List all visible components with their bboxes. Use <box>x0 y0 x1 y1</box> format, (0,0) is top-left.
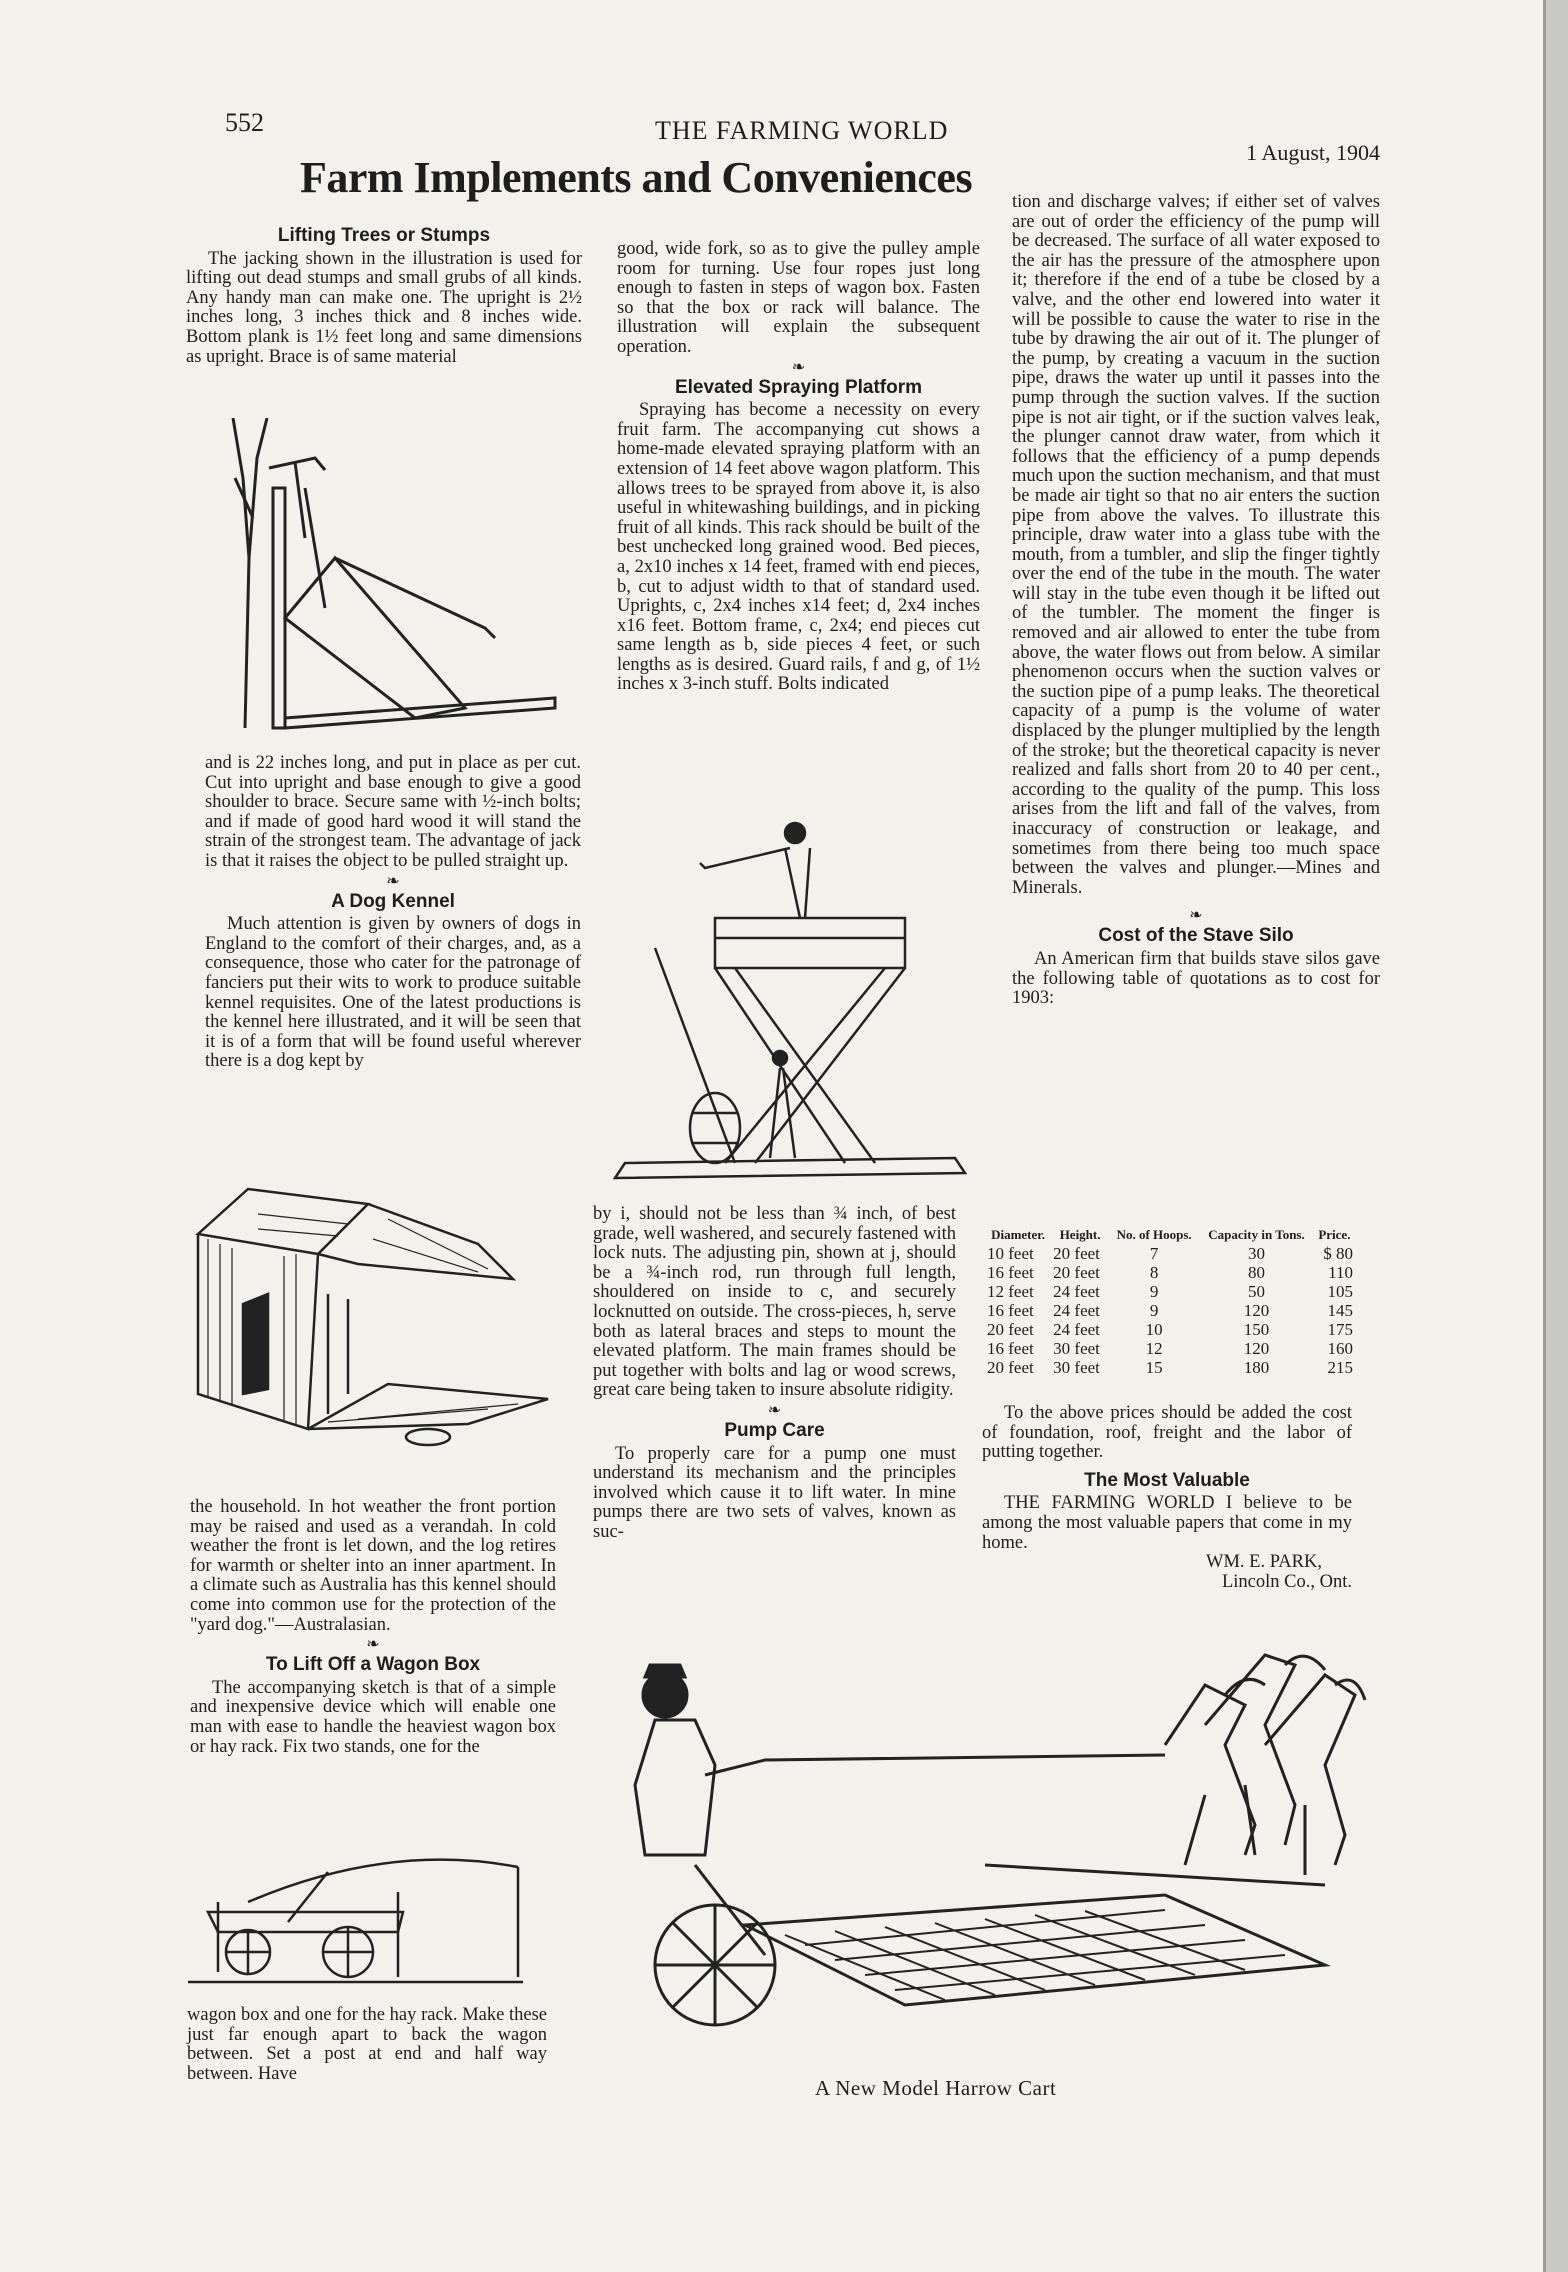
cell-hoops: 7 <box>1149 1244 1159 1263</box>
column-3-top <box>1012 193 1380 1009</box>
cell-hoops: 15 <box>1145 1358 1163 1377</box>
heading-dog-kennel: A Dog Kennel <box>331 890 455 912</box>
stave-silo-intro: An American firm that builds stave silos gave the following table of quotations as to cost for 1903: <box>1012 948 1380 1009</box>
heading-lifting-trees: Lifting Trees or Stumps <box>277 225 491 246</box>
running-head: THE FARMING WORLD <box>655 116 949 145</box>
table-row <box>985 1244 1355 1263</box>
column-2-top <box>617 240 980 695</box>
column-header-capacity: Capacity in Tons. <box>1208 1227 1305 1242</box>
dog-kennel-text-1: Much attention is given by owners of dogs in England to the comfort of their charges, and, as a consequence, those who cater for the patronage of fanciers put their wits to work to produce suitable kennel requisites. One of the latest productions is the kennel here illustrated, and it will be seen that it is of a form that will be found useful wherever there is a dog kept by <box>205 914 581 1072</box>
page-number: 552 <box>225 108 264 137</box>
wagon-box-text-1: The accompanying sketch is that of a simple and inexpensive device which will enable one man with ease to handle the heaviest wagon box or hay rack. Fix two stands, one for the <box>190 1677 556 1757</box>
harrow-cart-illustration <box>605 1625 1375 2035</box>
table-row <box>985 1339 1355 1358</box>
ornament: ❧ <box>366 1636 380 1654</box>
page-header <box>200 108 1380 165</box>
cell-height: 30 feet <box>1053 1339 1100 1358</box>
column-2-mid <box>593 1205 956 1543</box>
ornament: ❧ <box>767 1401 782 1419</box>
cell-price: 105 <box>1327 1282 1353 1301</box>
dog-kennel-illustration <box>188 1184 573 1449</box>
cell-price: $ 80 <box>1323 1244 1353 1263</box>
ornament: ❧ <box>1189 907 1203 925</box>
pump-care-continued: tion and discharge valves; if either set of valves are out of order the efficiency of the pump will be decreased. The surface of all water exposed to the air has the pressure of the atmosphere upon it; therefore if the end of a tube be closed by a valve, and the other end lowered into water it will be possible to cause the water to rise in the tube by drawing the air out of it. The plunger of the pump, by creating a vacuum in the suction pipe, draws the water up until it passes into the pump through the suction valves. If the suction pipe is not air tight, or if the suction valves leak, the plunger cannot draw water, from which it follows that the efficiency of a pump depends much upon the suction mechanism, and that must be made air tight so that no air enters the suction pipe from above the valves. To illustrate this principle, draw water into a glass tube with the mouth, from a tumbler, and slip the finger tightly over the end of the tube in the mouth. The water will stay in the tube even though it be lifted out of the tumbler. The moment the finger is removed and air allowed to enter the tube from above, the water flows out from below. A similar phenomenon occurs when the suction valves or the suction pipe of a pump leaks. The theoretical capacity of a pump is the volume of water displaced by the plunger multiplied by the length of the stroke; but the theoretical capacity is never realized and falls short from 20 to 40 per cent., according to the quality of the pump. This loss arises from the lift and fall of the valves, from inaccuracy of construction or leakage, and sometimes from there being too much space between the valves and plunger.—Mines and Minerals. <box>1012 192 1380 898</box>
cell-diameter: 16 feet <box>987 1339 1034 1358</box>
cell-capacity: 150 <box>1243 1320 1270 1339</box>
ornament: ❧ <box>791 358 806 376</box>
column-1-end <box>187 2006 547 2084</box>
cell-hoops: 8 <box>1149 1263 1159 1282</box>
issue-date: 1 August, 1904 <box>1246 140 1380 165</box>
cell-capacity: 120 <box>1243 1301 1270 1320</box>
spraying-text-1: Spraying has become a necessity on every fruit farm. The accompanying cut shows a home-made elevated spraying platform with an extension of 14 feet above wagon platform. This allows trees to be sprayed from above it, is also useful in whitewashing buildings, and in picking fruit of all kinds. This rack should be built of the best unchecked long grained wood. Bed pieces, a, 2x10 inches x 14 feet, framed with end pieces, b, cut to adjust width to that of standard used. Uprights, c, 2x4 inches x14 feet; d, 2x4 inches x16 feet. Bottom frame, c, 2x4; end pieces cut same length as b, side pieces 4 feet, or such lengths as is desired. Guard rails, f and g, of 1½ inches x 3-inch stuff. Bolts indicated <box>617 400 980 695</box>
spraying-platform-illustration <box>605 818 975 1196</box>
heading-wagon-box: To Lift Off a Wagon Box <box>265 1654 481 1676</box>
cell-diameter: 16 feet <box>987 1301 1034 1320</box>
cell-diameter: 16 feet <box>987 1263 1034 1282</box>
table-row <box>985 1358 1355 1377</box>
column-header-diameter: Diameter. <box>991 1227 1046 1242</box>
spraying-text-2: by i, should not be less than ¾ inch, of best grade, well washered, and securely fastened with lock nuts. The adjusting pin, shown at j, should be a ¾-inch rod, run through full length, shouldered on inside to c, and securely locknutted on outside. The cross-pieces, h, serve both as lateral braces and steps to mount the elevated platform. The main frames should be put together with bolts and lag or wood screws, great care being taken to insure absolute ridigity. <box>593 1204 956 1401</box>
cell-hoops: 10 <box>1145 1320 1163 1339</box>
cell-price: 175 <box>1327 1320 1353 1339</box>
cell-hoops: 9 <box>1149 1301 1159 1320</box>
cell-height: 24 feet <box>1053 1282 1100 1301</box>
cell-diameter: 12 feet <box>987 1282 1034 1301</box>
cell-height: 30 feet <box>1053 1358 1100 1377</box>
stump-jack-illustration <box>225 418 560 748</box>
most-valuable-text: THE FARMING WORLD I believe to be among the most valuable papers that come in my home. <box>982 1493 1352 1553</box>
signature-name: WM. E. PARK, <box>1206 1552 1322 1573</box>
signature-place: Lincoln Co., Ont. <box>1221 1571 1352 1592</box>
pump-care-text-1: To properly care for a pump one must understand its mechanism and the principles involved which cause it to lift water. In mine pumps there are two sets of valves, known as suc- <box>593 1443 956 1542</box>
cell-height: 24 feet <box>1053 1301 1100 1320</box>
cell-hoops: 12 <box>1145 1339 1163 1358</box>
heading-most-valuable: The Most Valuable <box>1084 1469 1250 1491</box>
table-row <box>985 1320 1355 1339</box>
dog-kennel-text-2: the household. In hot weather the front portion may be raised and used as a verandah. In cold weather the front is let down, and the log retires for warmth or shelter into an inner apartment. In a climate such as Australia has this kennel should come into common use for the protection of the "yard dog."—Australasian. <box>190 1497 556 1635</box>
cell-price: 160 <box>1327 1339 1353 1358</box>
heading-stave-silo: Cost of the Stave Silo <box>1098 925 1294 947</box>
cell-capacity: 30 <box>1248 1244 1265 1263</box>
lifting-trees-text-1: The jacking shown in the illustration is used for lifting out dead stumps and small grubs of all kinds. Any handy man can make one. The upright is 2½ inches long, 3 inches thick and 8 inches wide. Bottom plank is 1½ feet long and same dimensions as upright. Brace is of same material <box>186 248 582 367</box>
wagon-box-text-2: wagon box and one for the hay rack. Make these just far enough apart to back the wagon between. Set a post at end and half way between. Have <box>187 2005 547 2084</box>
column-1-top <box>186 226 582 367</box>
wagon-box-continued: good, wide fork, so as to give the pulley ample room for turning. Use four ropes just long enough to fasten in steps of wagon box. Fasten so that the box or rack will balance. The illustration will explain the subsequent operation. <box>617 239 980 357</box>
wagon-box-hoist-illustration <box>188 1852 528 1992</box>
column-header-price: Price. <box>1318 1227 1351 1242</box>
cell-height: 24 feet <box>1053 1320 1100 1339</box>
scan-edge <box>1546 0 1568 2272</box>
article-title: Farm Implements and Conveniences <box>300 153 973 202</box>
cell-capacity: 180 <box>1243 1358 1270 1377</box>
table-row <box>985 1263 1355 1282</box>
cell-capacity: 50 <box>1248 1282 1265 1301</box>
harrow-cart-caption: A New Model Harrow Cart <box>815 2076 1057 2100</box>
cell-price: 110 <box>1328 1263 1353 1282</box>
cell-height: 20 feet <box>1053 1244 1100 1263</box>
cell-price: 145 <box>1327 1301 1353 1320</box>
table-row <box>985 1282 1355 1301</box>
cell-diameter: 10 feet <box>987 1244 1034 1263</box>
cell-hoops: 9 <box>1149 1282 1159 1301</box>
cell-price: 215 <box>1327 1358 1353 1377</box>
lifting-trees-text-2: and is 22 inches long, and put in place as per cut. Cut into upright and base enough to give a good shoulder to brace. Secure same with ½-inch bolts; and if made of good hard wood it will stand the strain of the strongest team. The advantage of jack is that it raises the object to be pulled straight up. <box>205 753 581 871</box>
cell-diameter: 20 feet <box>987 1320 1034 1339</box>
table-header-row <box>985 1228 1355 1244</box>
cell-diameter: 20 feet <box>987 1358 1034 1377</box>
heading-spraying-platform: Elevated Spraying Platform <box>674 376 923 398</box>
column-1-bottom <box>190 1498 556 1757</box>
column-1-mid <box>205 754 581 1072</box>
stave-silo-outro: To the above prices should be added the cost of foundation, roof, freight and the labor of putting together. <box>982 1403 1352 1463</box>
heading-pump-care: Pump Care <box>724 1419 825 1441</box>
column-3-bottom <box>982 1404 1352 1592</box>
column-header-hoops: No. of Hoops. <box>1116 1227 1192 1242</box>
cell-capacity: 80 <box>1248 1263 1265 1282</box>
column-header-height: Height. <box>1059 1227 1101 1242</box>
ornament: ❧ <box>386 872 400 890</box>
silo-price-table <box>985 1228 1355 1377</box>
cell-height: 20 feet <box>1053 1263 1100 1282</box>
cell-capacity: 120 <box>1243 1339 1270 1358</box>
table-row <box>985 1301 1355 1320</box>
